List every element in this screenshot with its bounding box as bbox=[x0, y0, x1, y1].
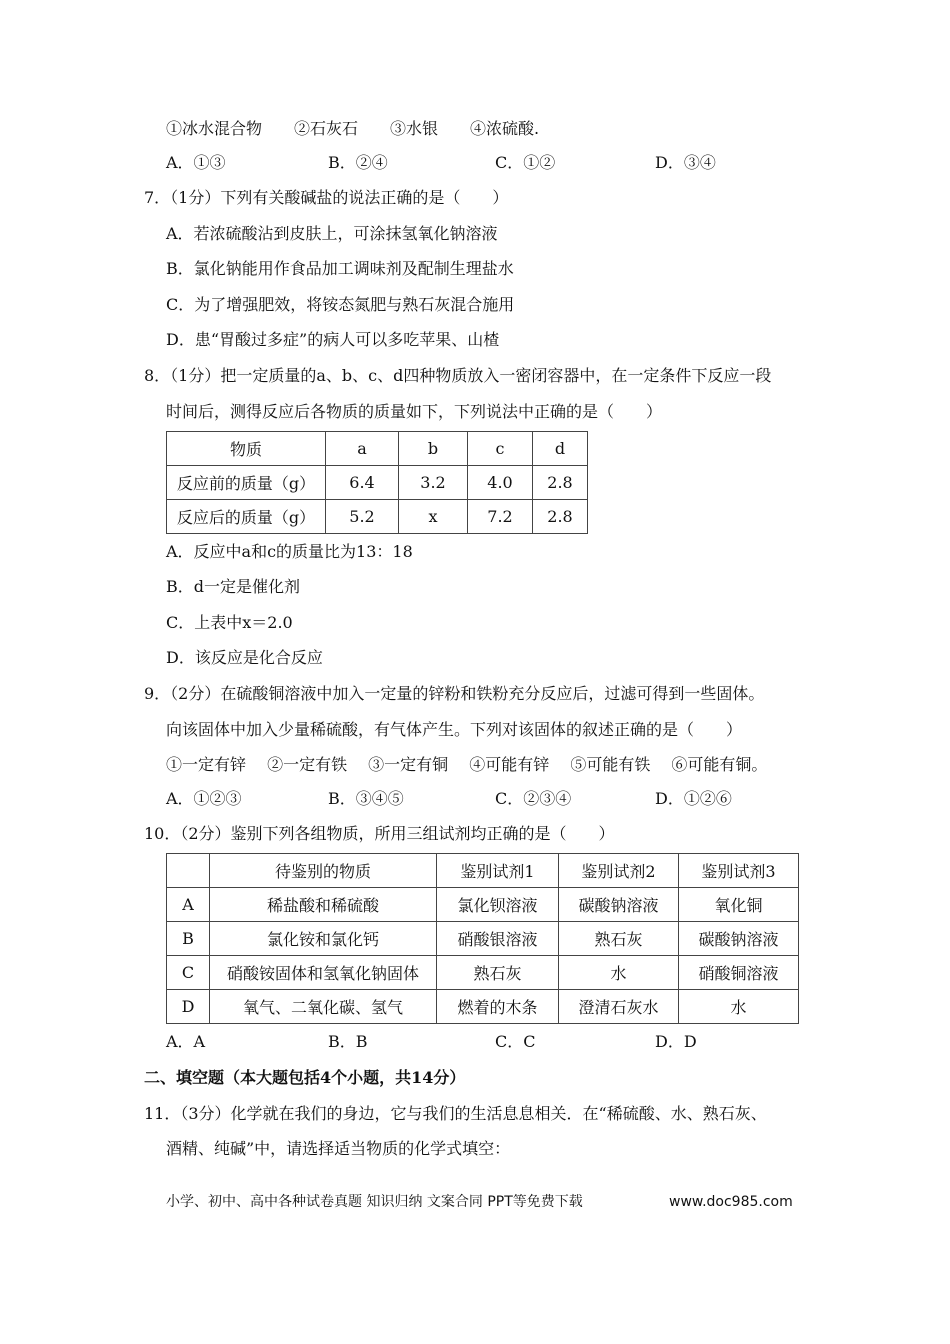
q8-mass-table bbox=[166, 431, 588, 534]
table-row bbox=[167, 432, 588, 466]
q11-stem-line2: 酒精、纯碱”中，请选择适当物质的化学式填空： bbox=[166, 1139, 511, 1158]
section-heading: 二、填空题（本大题包括4个小题，共14分） bbox=[144, 1068, 466, 1087]
q10-reagent-table bbox=[166, 853, 799, 1024]
table-cell: 水 bbox=[679, 990, 799, 1024]
table-row bbox=[167, 466, 588, 500]
table-cell: b bbox=[399, 432, 468, 466]
table-cell: 鉴别试剂1 bbox=[437, 854, 559, 888]
table-cell: 3.2 bbox=[399, 466, 468, 500]
q6-option-d: D．③④ bbox=[655, 153, 716, 172]
table-row bbox=[167, 854, 799, 888]
table-row bbox=[167, 922, 799, 956]
q8-stem-line2: 时间后，测得反应后各物质的质量如下，下列说法中正确的是（ ） bbox=[166, 402, 663, 421]
q6-option-a: A．①③ bbox=[166, 153, 226, 172]
table-cell: a bbox=[326, 432, 399, 466]
table-cell: B bbox=[167, 922, 210, 956]
table-cell: 反应前的质量（g） bbox=[167, 466, 326, 500]
table-row bbox=[167, 990, 799, 1024]
q8-option-d: D．该反应是化合反应 bbox=[166, 648, 323, 667]
table-cell: 硝酸银溶液 bbox=[437, 922, 559, 956]
q8-option-a: A．反应中a和c的质量比为13：18 bbox=[166, 542, 413, 561]
q10-option-b: B．B bbox=[328, 1032, 368, 1051]
q9-stem-line2: 向该固体中加入少量稀硫酸，有气体产生。下列对该固体的叙述正确的是（ ） bbox=[166, 720, 743, 739]
q10-stem: 10．（2分）鉴别下列各组物质，所用三组试剂均正确的是（ ） bbox=[144, 824, 615, 843]
q9-option-c: C．②③④ bbox=[495, 789, 572, 808]
table-cell: 氯化铵和氯化钙 bbox=[210, 922, 437, 956]
table-cell: d bbox=[533, 432, 588, 466]
table-cell: 待鉴别的物质 bbox=[210, 854, 437, 888]
q9-stem-line1: 9．（2分）在硫酸铜溶液中加入一定量的锌粉和铁粉充分反应后，过滤可得到一些固体。 bbox=[144, 684, 765, 703]
table-cell: 反应后的质量（g） bbox=[167, 500, 326, 534]
table-cell: x bbox=[399, 500, 468, 534]
table-row bbox=[167, 500, 588, 534]
table-cell: 氧化铜 bbox=[679, 888, 799, 922]
q7-option-b: B．氯化钠能用作食品加工调味剂及配制生理盐水 bbox=[166, 259, 514, 278]
table-cell: 稀盐酸和稀硫酸 bbox=[210, 888, 437, 922]
table-cell: 鉴别试剂3 bbox=[679, 854, 799, 888]
table-cell: 6.4 bbox=[326, 466, 399, 500]
table-cell: 4.0 bbox=[468, 466, 533, 500]
table-cell: 2.8 bbox=[533, 500, 588, 534]
table-row bbox=[167, 956, 799, 990]
q11-stem-line1: 11．（3分）化学就在我们的身边，它与我们的生活息息相关．在“稀硫酸、水、熟石灰、 bbox=[144, 1104, 767, 1123]
table-cell: 氧气、二氧化碳、氢气 bbox=[210, 990, 437, 1024]
q7-option-a: A．若浓硫酸沾到皮肤上，可涂抹氢氧化钠溶液 bbox=[166, 224, 498, 243]
footer-url[interactable]: www.doc985.com bbox=[669, 1194, 793, 1210]
table-cell: 熟石灰 bbox=[559, 922, 679, 956]
table-cell: 氯化钡溶液 bbox=[437, 888, 559, 922]
q7-option-d: D．患“胃酸过多症”的病人可以多吃苹果、山楂 bbox=[166, 330, 500, 349]
q8-option-c: C．上表中x＝2.0 bbox=[166, 613, 293, 632]
table-cell: D bbox=[167, 990, 210, 1024]
table-cell: 碳酸钠溶液 bbox=[679, 922, 799, 956]
table-cell: A bbox=[167, 888, 210, 922]
q9-option-a: A．①②③ bbox=[166, 789, 242, 808]
table-cell: 物质 bbox=[167, 432, 326, 466]
q8-stem-line1: 8．（1分）把一定质量的a、b、c、d四种物质放入一密闭容器中，在一定条件下反应一段 bbox=[144, 366, 772, 385]
table-cell: 5.2 bbox=[326, 500, 399, 534]
table-cell: 碳酸钠溶液 bbox=[559, 888, 679, 922]
table-cell: 7.2 bbox=[468, 500, 533, 534]
table-cell: 硝酸铵固体和氢氧化钠固体 bbox=[210, 956, 437, 990]
q8-option-b: B．d一定是催化剂 bbox=[166, 577, 301, 596]
q9-option-b: B．③④⑤ bbox=[328, 789, 404, 808]
q9-option-d: D．①②⑥ bbox=[655, 789, 732, 808]
q6-option-c: C．①② bbox=[495, 153, 556, 172]
q6-option-b: B．②④ bbox=[328, 153, 388, 172]
table-cell: 熟石灰 bbox=[437, 956, 559, 990]
table-cell: 澄清石灰水 bbox=[559, 990, 679, 1024]
q10-option-a: A．A bbox=[166, 1032, 206, 1051]
table-cell bbox=[167, 854, 210, 888]
table-row bbox=[167, 888, 799, 922]
table-cell: 鉴别试剂2 bbox=[559, 854, 679, 888]
table-cell: 2.8 bbox=[533, 466, 588, 500]
q10-option-d: D．D bbox=[655, 1032, 697, 1051]
q6-items: ①冰水混合物 ②石灰石 ③水银 ④浓硫酸. bbox=[166, 119, 540, 138]
q7-stem: 7．（1分）下列有关酸碱盐的说法正确的是（ ） bbox=[144, 188, 509, 207]
table-cell: C bbox=[167, 956, 210, 990]
table-cell: 硝酸铜溶液 bbox=[679, 956, 799, 990]
footer-text: 小学、初中、高中各种试卷真题 知识归纳 文案合同 PPT等免费下载 bbox=[166, 1194, 583, 1210]
table-cell: 燃着的木条 bbox=[437, 990, 559, 1024]
q10-option-c: C．C bbox=[495, 1032, 536, 1051]
table-cell: 水 bbox=[559, 956, 679, 990]
q9-items: ①一定有锌 ②一定有铁 ③一定有铜 ④可能有锌 ⑤可能有铁 ⑥可能有铜。 bbox=[166, 755, 768, 774]
table-cell: c bbox=[468, 432, 533, 466]
q7-option-c: C．为了增强肥效，将铵态氮肥与熟石灰混合施用 bbox=[166, 295, 515, 314]
